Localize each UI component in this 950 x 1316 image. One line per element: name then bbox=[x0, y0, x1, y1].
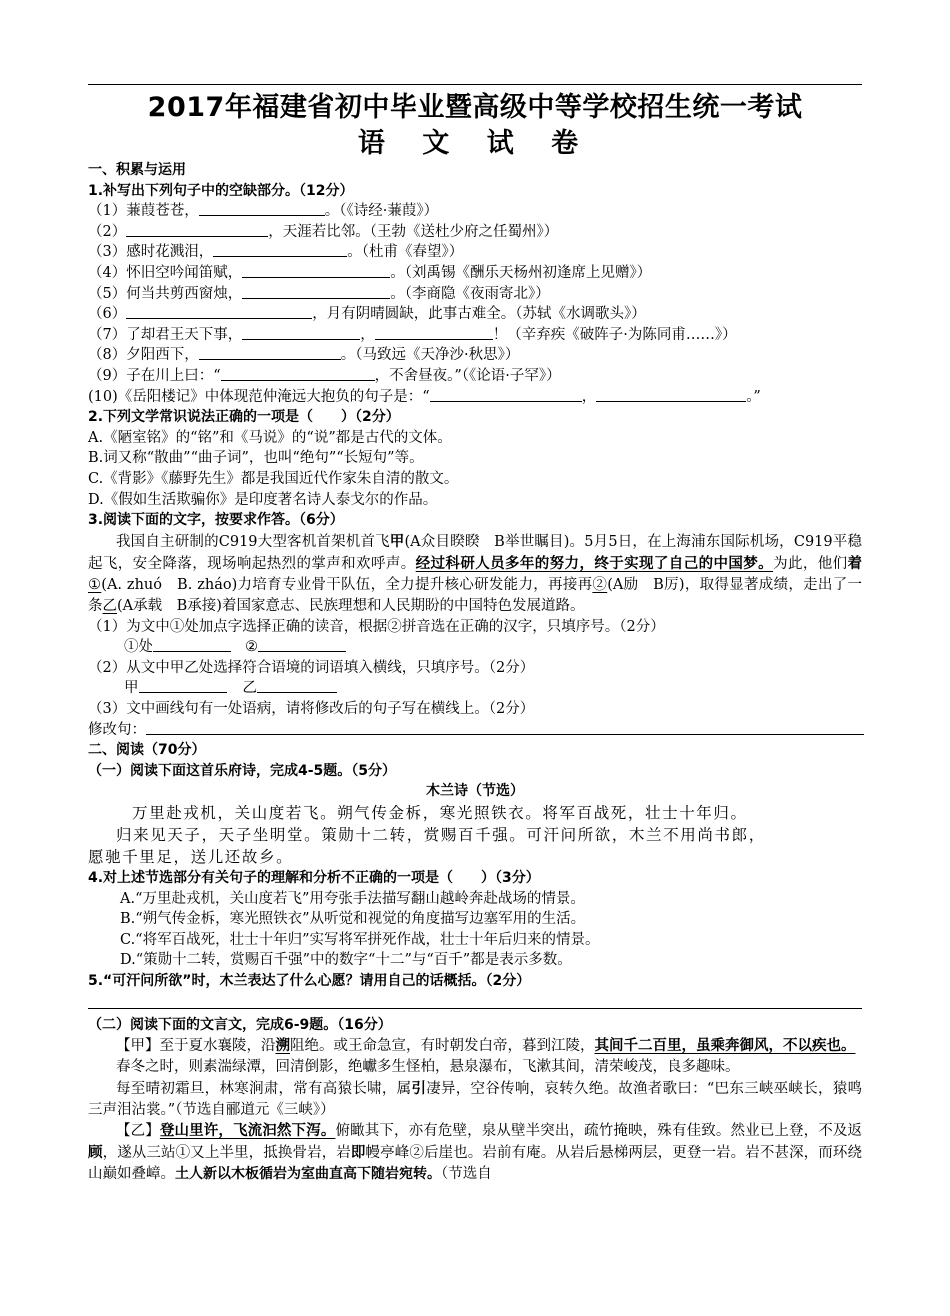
passage-jia-p3: 每至晴初霜旦，林寒涧肃，常有高猿长啸，属引凄异，空谷传响，哀转久绝。故渔者歌曰：“巴东三峡巫峡长，猿鸣三声泪沾裳。”（节选自郦道元《三峡》） bbox=[88, 1080, 863, 1119]
q1-item-7: （7）了却君王天下事， ， ！（辛弃疾《破阵子·为陈同甫……》） bbox=[88, 326, 737, 343]
poem-line-3: 愿驰千里足，送儿还故乡。 bbox=[88, 848, 294, 867]
poem-line-1: 万里赴戎机，关山度若飞。朔气传金柝，寒光照铁衣。将军百战死，壮士十年归。 bbox=[132, 804, 748, 823]
answer-blank[interactable] bbox=[242, 325, 360, 340]
answer-blank[interactable] bbox=[153, 637, 231, 652]
q2-option-d: D.《假如生活欺骗你》是印度著名诗人泰戈尔的作品。 bbox=[88, 491, 438, 508]
q4-stem: 4.对上述节选部分有关句子的理解和分析不正确的一项是（ ）（3分） bbox=[88, 870, 540, 887]
section2-heading: 二、阅读（70分） bbox=[88, 742, 206, 759]
answer-blank[interactable] bbox=[242, 263, 390, 278]
answer-blank[interactable] bbox=[139, 678, 227, 693]
passage-jia-p2: 春冬之时，则素湍绿潭，回清倒影，绝巘多生怪柏，悬泉瀑布，飞漱其间，清荣峻茂，良多趣味。 bbox=[116, 1059, 740, 1076]
q3-sub2: （2）从文中甲乙处选择符合语境的词语填入横线，只填序号。（2分） bbox=[88, 659, 535, 676]
exam-subtitle: 语 文 试 卷 bbox=[357, 128, 593, 159]
answer-blank[interactable] bbox=[257, 678, 337, 693]
passage-jia-p1: 【甲】至于夏水襄陵，沿溯阻绝。或王命急宣，有时朝发白帝，暮到江陵，其间千二百里，虽乘奔御风，不以疾也。 bbox=[116, 1037, 856, 1055]
part1-heading: （一）阅读下面这首乐府诗，完成4-5题。（5分） bbox=[88, 762, 397, 779]
q5-stem: 5.“可汗问所欲”时，木兰表达了什么心愿？请用自己的话概括。（2分） bbox=[88, 973, 531, 989]
q2-stem: 2.下列文学常识说法正确的一项是（ ）（2分） bbox=[88, 409, 400, 426]
q3-sub2-blanks: 甲 乙 bbox=[88, 678, 862, 699]
answer-blank[interactable] bbox=[199, 201, 325, 216]
poem-line-2: 归来见天子，天子坐明堂。策勋十二转，赏赐百千强。可汗问所欲，木兰不用尚书郎， bbox=[116, 826, 766, 845]
q1-item-6: （6） ，月有阴晴圆缺，此事古难全。（苏轼《水调歌头》） bbox=[88, 306, 646, 323]
q3-fix: 修改句： bbox=[88, 720, 862, 741]
answer-line[interactable] bbox=[88, 1008, 862, 1009]
q2-option-b: B.词又称“散曲”“曲子词”，也叫“绝句”“长短句”等。 bbox=[88, 450, 424, 467]
q1-item-9: （9）子在川上曰：“ ，不舍昼夜。”（《论语·子罕》） bbox=[88, 367, 561, 384]
underlined-sentence: 其间千二百里，虽乘奔御风，不以疾也。 bbox=[594, 1038, 856, 1055]
q4-option-b: B.“朔气传金柝，寒光照铁衣”从听觉和视觉的角度描写边塞军用的生活。 bbox=[120, 911, 586, 928]
answer-blank[interactable] bbox=[213, 242, 347, 257]
q3-passage: 我国自主研制的C919大型客机首架机首飞甲(A众目睽睽 B举世瞩目)。5月5日，在上海浦东国际机场，C919平稳起飞，安全降落，现场响起热烈的掌声和欢呼声。经过科研人员多年的努力，终于实现了自己的中国梦。为此，他们着①(A. zhuó B. zháo)力培育专业骨干队伍，全力提升核心研发能力，再接再②(A励 B厉)，取得显著成绩，走出了一条乙(A承载 B承接)着国家意志、民族理想和人民期盼的中国特色发展道路。 bbox=[88, 532, 863, 614]
top-rule bbox=[88, 84, 862, 85]
q1-item-5: （5）何当共剪西窗烛， 。（李商隐《夜雨寄北》） bbox=[88, 285, 550, 302]
answer-line[interactable] bbox=[146, 720, 864, 735]
passage-yi: 【乙】登山里许，飞流汩然下泻。俯瞰其下，亦有危壁，泉从壁半突出，疏竹掩映，殊有佳致。然业已上登，不及返顾，遂从三站①又上半里，抵换骨岩，岩即幔亭峰②后崖也。岩前有庵。从岩后悬梯两层，更登一岩。岩不甚深，而环绕山巅如叠嶂。土人新以木板循岩为室曲直高下随岩宛转。（节选自 bbox=[88, 1123, 863, 1183]
poem-title: 木兰诗（节选） bbox=[426, 783, 524, 800]
q1-item-3: （3）感时花溅泪， 。（杜甫《春望》） bbox=[88, 244, 464, 261]
q2-option-c: C.《背影》《藤野先生》都是我国近代作家朱自清的散文。 bbox=[88, 470, 459, 487]
underlined-sentence: 经过科研人员多年的努力，终于实现了自己的中国梦。 bbox=[415, 555, 774, 572]
bold-sentence: 土人新以木板循岩为室曲直高下随岩宛转。 bbox=[175, 1166, 441, 1183]
q1-item-4: （4）怀旧空吟闻笛赋， 。（刘禹锡《酬乐天杨州初逢席上见赠》） bbox=[88, 264, 652, 281]
underlined-sentence: 登山里许，飞流汩然下泻。 bbox=[159, 1123, 336, 1140]
q4-option-c: C.“将军百战死，壮士十年归”实写将军拼死作战，壮士十年后归来的情景。 bbox=[120, 931, 600, 948]
exam-content bbox=[88, 160, 862, 1185]
q3-stem: 3.阅读下面的文字，按要求作答。（6分） bbox=[88, 512, 344, 529]
q3-sub3: （3）文中画线句有一处语病，请将修改后的句子写在横线上。（2分） bbox=[88, 701, 535, 718]
answer-blank[interactable] bbox=[126, 304, 312, 319]
answer-blank[interactable] bbox=[221, 366, 375, 381]
q1-item-1: （1）蒹葭苍苍， 。（《诗经·蒹葭》） bbox=[88, 203, 439, 220]
answer-blank[interactable] bbox=[126, 222, 268, 237]
q3-sub1: （1）为文中①处加点字选择正确的读音，根据②拼音选在正确的汉字，只填序号。（2分） bbox=[88, 618, 665, 635]
q1-item-2: （2） ，天涯若比邻。（王勃《送杜少府之任蜀州》） bbox=[88, 223, 559, 240]
q1-item-10: (10)《岳阳楼记》中体现范仲淹远大抱负的句子是：“ ， 。” bbox=[88, 388, 761, 405]
section1-heading: 一、积累与运用 bbox=[88, 162, 186, 178]
answer-blank[interactable] bbox=[596, 387, 746, 402]
answer-blank[interactable] bbox=[199, 345, 341, 360]
q4-option-a: A.“万里赴戎机，关山度若飞”用夸张手法描写翻山越岭奔赴战场的情景。 bbox=[120, 890, 585, 907]
exam-title: 2017年福建省初中毕业暨高级中等学校招生统一考试 bbox=[147, 92, 803, 123]
part2-heading: （二）阅读下面的文言文，完成6-9题。（16分） bbox=[88, 1016, 392, 1033]
q1-stem: 1.补写出下列句子中的空缺部分。（12分） bbox=[88, 182, 354, 199]
q3-sub1-blanks: ①处 ② bbox=[88, 637, 862, 658]
q4-option-d: D.“策勋十二转，赏赐百千强”中的数字“十二”与“百千”都是表示多数。 bbox=[120, 952, 572, 969]
q1-item-8: （8）夕阳西下， 。（马致远《天净沙·秋思》） bbox=[88, 347, 520, 364]
answer-blank[interactable] bbox=[258, 637, 346, 652]
answer-blank[interactable] bbox=[430, 387, 582, 402]
answer-blank[interactable] bbox=[242, 284, 390, 299]
answer-blank[interactable] bbox=[375, 325, 493, 340]
q2-option-a: A.《陋室铭》的“铭”和《马说》的“说”都是古代的文体。 bbox=[88, 429, 452, 446]
